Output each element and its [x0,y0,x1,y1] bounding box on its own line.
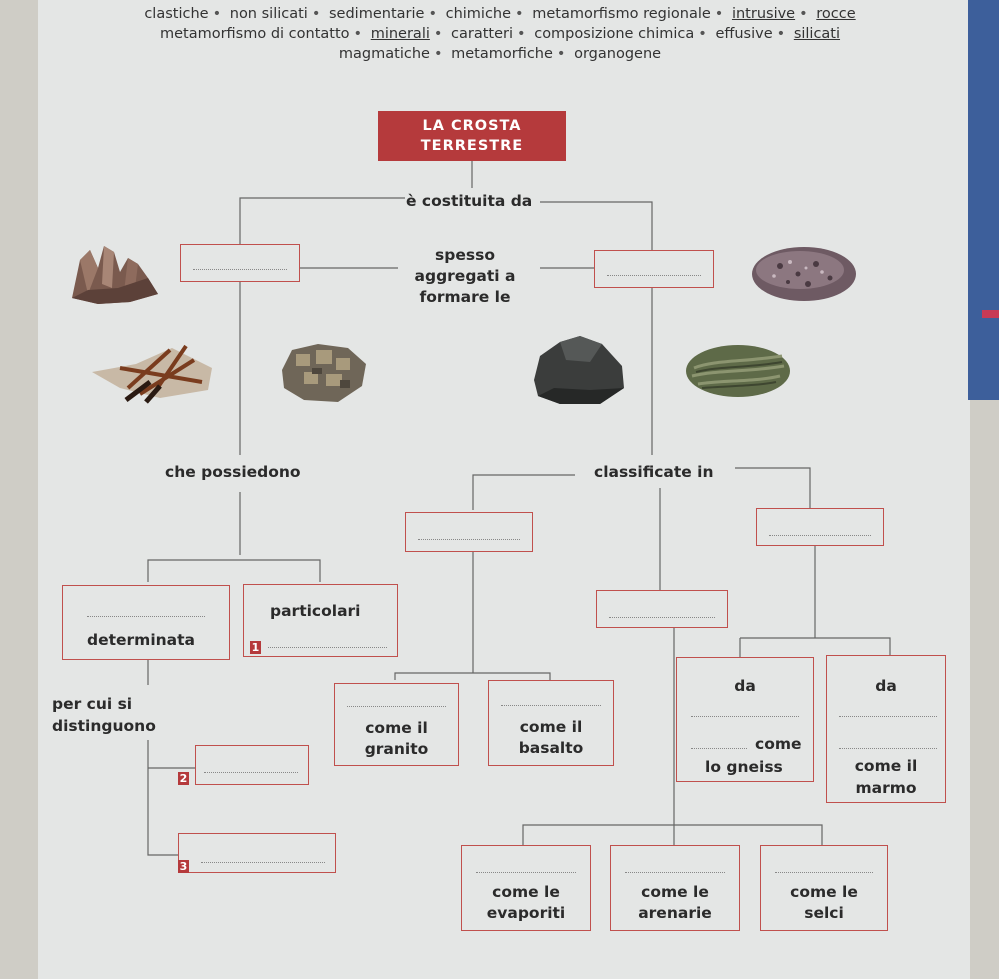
blank-metamorfiche[interactable] [756,508,884,546]
blank-3[interactable] [178,833,336,873]
blank-magmatiche[interactable] [405,512,533,552]
blank-2[interactable] [195,745,309,785]
word-metamorfismo-regionale: metamorfismo regionale [532,6,711,22]
dotted-line [201,862,325,863]
label-per-cui-si [52,693,156,737]
dotted-line [193,269,287,270]
dotted-line [775,872,873,873]
blank-minerali[interactable] [180,244,300,282]
dotted-line [501,705,601,706]
dotted-line [204,772,298,773]
regionale-come: come [755,735,802,753]
basalt-rock-image [530,332,628,408]
blank-sedimentarie[interactable] [596,590,728,628]
particolari-text: particolari [270,602,361,620]
word-magmatiche: magmatiche [338,46,430,62]
label-spesso-line-2: aggregati a [414,267,516,285]
dotted-line [625,872,725,873]
word-metamorfiche: metamorfiche [451,46,553,62]
dotted-line [609,617,715,618]
effusive-example-2: basalto [518,739,584,757]
dotted-line [418,539,520,540]
word-chimiche: chimiche [445,6,512,22]
word-rocce: rocce [816,6,856,22]
title-line-1: LA CROSTA [422,118,522,134]
word-sedimentarie: sedimentarie [329,6,425,22]
word-bank: clastiche • non silicati • sedimentarie • chimiche • metamorfismo regionale • intrusive • rocce metamorfismo di contatto • minerali • caratteri • composizione chimica • effusive • silicati magmatiche • metamorfiche • organogene [144,6,856,62]
box-organogene[interactable] [760,845,888,931]
word-silicati: silicati [793,26,841,42]
dotted-line [691,748,747,749]
number-badge-3: 3 [179,860,188,873]
label-possiedono: che possiedono [165,463,301,481]
label-spesso [400,245,530,308]
chimiche-example-1: come le [492,883,560,901]
dotted-line [839,716,937,717]
determinata-text: determinata [87,631,196,649]
dotted-line [691,716,799,717]
word-effusive: effusive [715,26,773,42]
label-spesso-line-3: formare le [419,288,511,306]
title-line-2: TERRESTRE [420,138,524,154]
organogene-example-1: come le [790,883,858,901]
contatto-da: da [875,677,897,695]
intrusive-example-2: granito [364,740,429,758]
contatto-example-2: marmo [855,779,917,797]
chimiche-example-2: evaporiti [486,904,566,922]
rutile-crystal-image [90,338,218,406]
dotted-line [268,647,387,648]
effusive-example-1: come il [519,718,583,736]
box-metamorfismo-regionale[interactable] [676,657,814,782]
label-costituita: è costituita da [406,192,533,210]
contatto-example-1: come il [854,757,918,775]
blank-determinata[interactable] [62,585,230,660]
number-badge-2: 2 [179,772,188,785]
page-title [378,111,566,161]
box-effusive[interactable] [488,680,614,766]
clastiche-example-2: arenarie [638,904,712,922]
word-intrusive: intrusive [731,6,796,22]
word-minerali: minerali [370,26,430,42]
box-metamorfismo-contatto[interactable] [826,655,946,803]
pyrite-mineral-image [278,340,370,406]
number-badge-1: 1 [251,641,260,654]
dotted-line [476,872,576,873]
dotted-line [769,535,871,536]
gneiss-rock-image [684,342,792,400]
label-classificate: classificate in [594,463,714,481]
box-chimiche[interactable] [461,845,591,931]
label-spesso-line-1: spesso [435,246,495,264]
dotted-line [839,748,937,749]
dotted-line [87,616,205,617]
blank-rocce[interactable] [594,250,714,288]
blank-particolari[interactable] [243,584,398,657]
regionale-example: lo gneiss [705,758,783,776]
regionale-da: da [734,677,756,695]
dotted-line [607,275,701,276]
dotted-line [347,706,446,707]
word-non-silicati: non silicati [229,6,308,22]
label-per-cui-si-line-1: per cui si [52,695,133,713]
word-metamorfismo-contatto: metamorfismo di contatto [159,26,350,42]
box-clastiche[interactable] [610,845,740,931]
word-composizione-chimica: composizione chimica [534,26,695,42]
word-organogene: organogene [574,46,662,62]
box-intrusive[interactable] [334,683,459,766]
clastiche-example-1: come le [641,883,709,901]
word-caratteri: caratteri [451,26,514,42]
quartz-crystals-image [68,238,163,306]
label-per-cui-si-line-2: distinguono [52,717,156,735]
organogene-example-2: selci [804,904,844,922]
intrusive-example-1: come il [365,719,428,737]
granite-rock-image [750,244,858,304]
word-clastiche: clastiche [144,6,209,22]
